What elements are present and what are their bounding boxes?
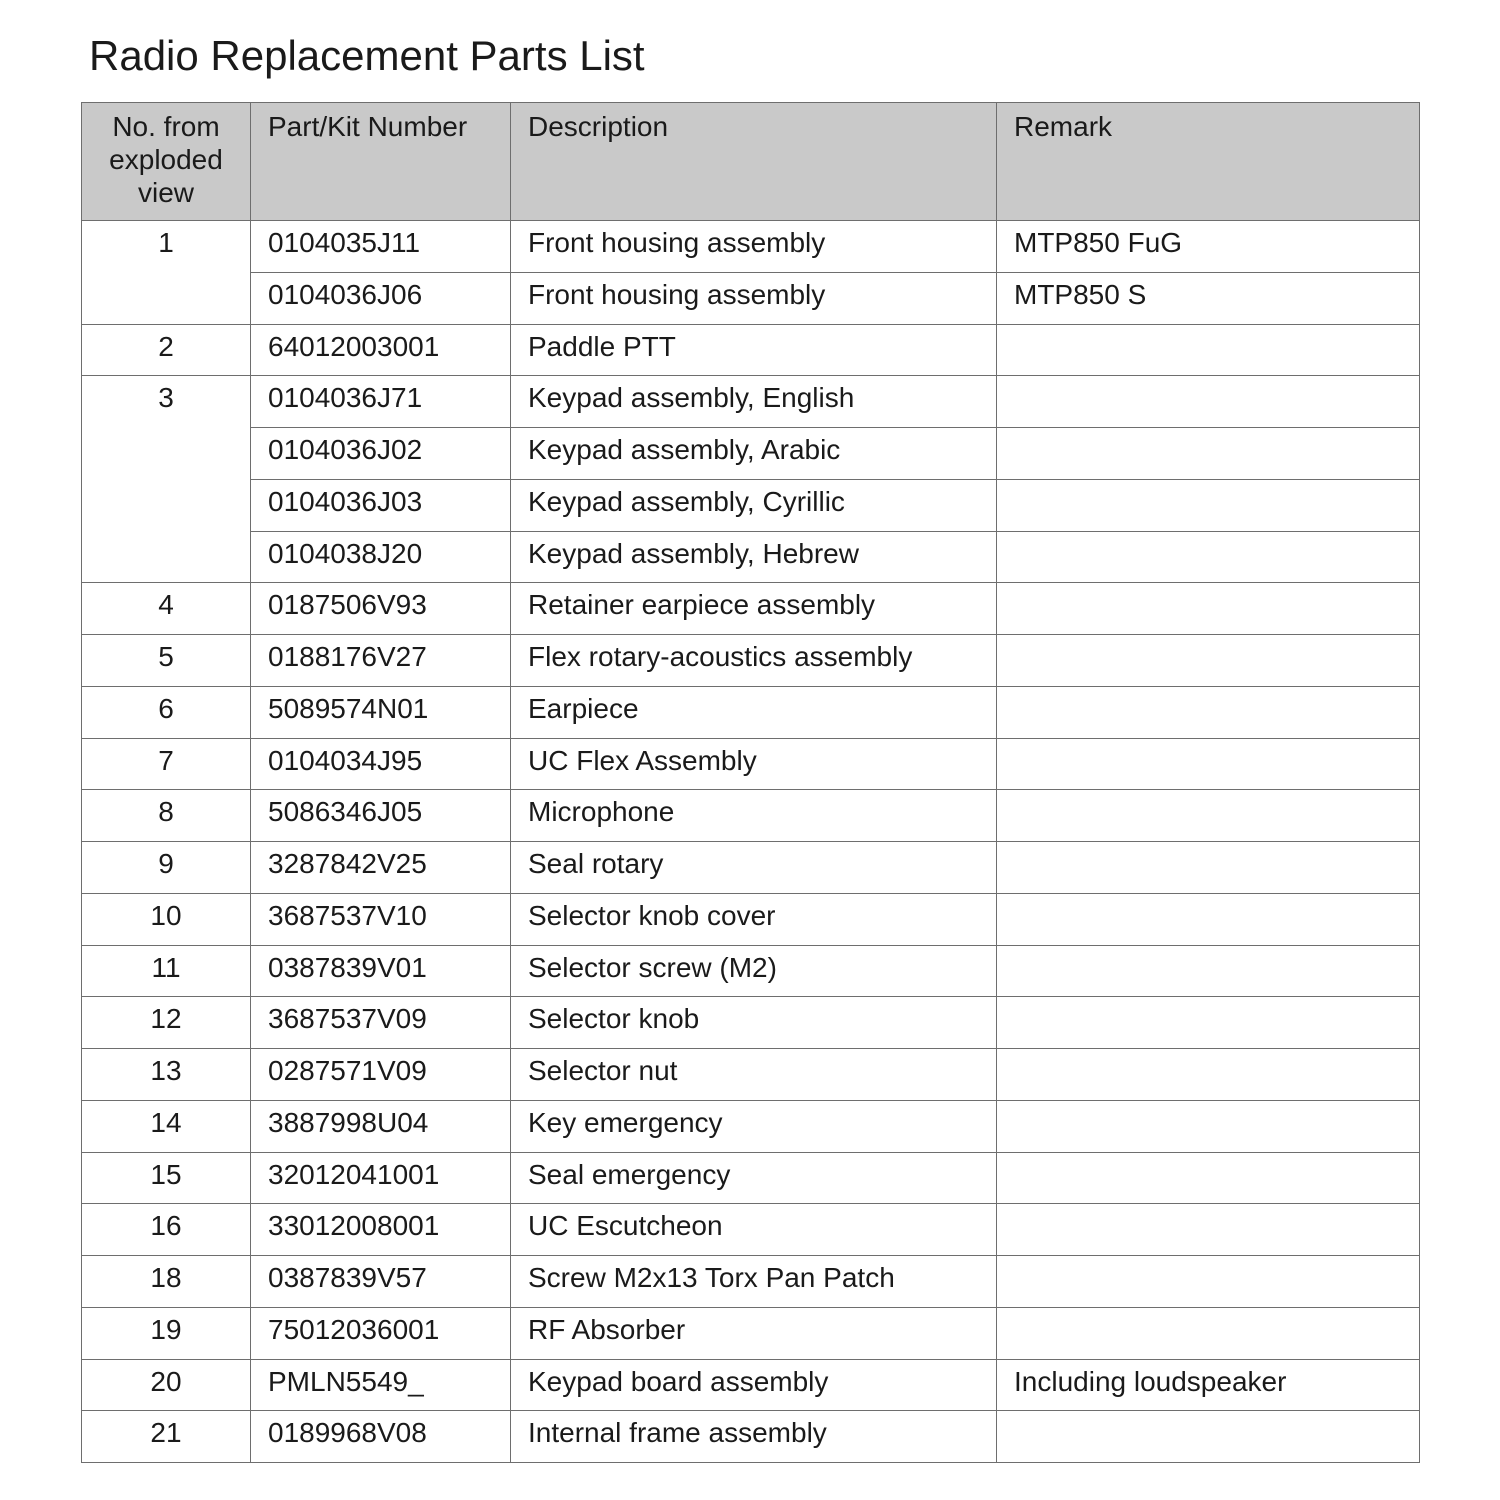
cell-description: Retainer earpiece assembly <box>511 583 997 635</box>
table-row <box>82 738 1420 790</box>
cell-remark <box>997 1049 1420 1101</box>
cell-remark <box>997 738 1420 790</box>
table-row <box>82 1152 1420 1204</box>
cell-part-number: PMLN5549_ <box>251 1359 511 1411</box>
table-row <box>82 272 1420 324</box>
table-row <box>82 945 1420 997</box>
cell-description: Keypad assembly, English <box>511 376 997 428</box>
table-row <box>82 997 1420 1049</box>
cell-description: Selector knob <box>511 997 997 1049</box>
cell-description: Flex rotary-acoustics assembly <box>511 635 997 687</box>
cell-description: Seal rotary <box>511 842 997 894</box>
cell-description: Selector knob cover <box>511 893 997 945</box>
cell-part-number: 0189968V08 <box>251 1411 511 1463</box>
column-header-part-number: Part/Kit Number <box>251 103 511 221</box>
cell-remark <box>997 1256 1420 1308</box>
cell-item-number: 4 <box>82 583 251 635</box>
cell-part-number: 64012003001 <box>251 324 511 376</box>
column-header-description: Description <box>511 103 997 221</box>
cell-item-number: 21 <box>82 1411 251 1463</box>
table-body <box>82 221 1420 1463</box>
cell-remark <box>997 1100 1420 1152</box>
cell-part-number: 3887998U04 <box>251 1100 511 1152</box>
page-title: Radio Replacement Parts List <box>89 32 645 79</box>
cell-item-number: 1 <box>82 221 251 325</box>
cell-item-number: 8 <box>82 790 251 842</box>
cell-remark <box>997 997 1420 1049</box>
cell-part-number: 3687537V10 <box>251 893 511 945</box>
cell-part-number: 0104038J20 <box>251 531 511 583</box>
cell-description: UC Flex Assembly <box>511 738 997 790</box>
cell-remark <box>997 479 1420 531</box>
cell-remark <box>997 893 1420 945</box>
cell-remark <box>997 842 1420 894</box>
cell-part-number: 0104034J95 <box>251 738 511 790</box>
cell-remark: MTP850 FuG <box>997 221 1420 273</box>
cell-item-number: 18 <box>82 1256 251 1308</box>
cell-part-number: 0287571V09 <box>251 1049 511 1101</box>
table-row <box>82 376 1420 428</box>
cell-description: Keypad board assembly <box>511 1359 997 1411</box>
table-row <box>82 324 1420 376</box>
table-header <box>82 103 1420 221</box>
table-row <box>82 1256 1420 1308</box>
cell-item-number: 13 <box>82 1049 251 1101</box>
cell-part-number: 0104036J71 <box>251 376 511 428</box>
cell-description: Front housing assembly <box>511 272 997 324</box>
cell-part-number: 0387839V01 <box>251 945 511 997</box>
cell-part-number: 33012008001 <box>251 1204 511 1256</box>
header-row <box>82 103 1420 221</box>
cell-part-number: 0387839V57 <box>251 1256 511 1308</box>
cell-part-number: 5089574N01 <box>251 686 511 738</box>
table-row <box>82 479 1420 531</box>
cell-description: Microphone <box>511 790 997 842</box>
table-row <box>82 1100 1420 1152</box>
cell-description: Selector screw (M2) <box>511 945 997 997</box>
cell-part-number: 0188176V27 <box>251 635 511 687</box>
table-row <box>82 583 1420 635</box>
cell-description: Front housing assembly <box>511 221 997 273</box>
cell-part-number: 5086346J05 <box>251 790 511 842</box>
cell-remark <box>997 686 1420 738</box>
cell-description: Keypad assembly, Arabic <box>511 428 997 480</box>
cell-remark <box>997 376 1420 428</box>
cell-part-number: 3287842V25 <box>251 842 511 894</box>
cell-description: Screw M2x13 Torx Pan Patch <box>511 1256 997 1308</box>
cell-remark <box>997 635 1420 687</box>
cell-part-number: 0104036J06 <box>251 272 511 324</box>
cell-item-number: 10 <box>82 893 251 945</box>
cell-remark <box>997 428 1420 480</box>
cell-part-number: 3687537V09 <box>251 997 511 1049</box>
cell-description: Keypad assembly, Hebrew <box>511 531 997 583</box>
cell-remark <box>997 1411 1420 1463</box>
cell-item-number: 16 <box>82 1204 251 1256</box>
cell-item-number: 6 <box>82 686 251 738</box>
cell-remark <box>997 790 1420 842</box>
cell-remark: MTP850 S <box>997 272 1420 324</box>
cell-item-number: 11 <box>82 945 251 997</box>
cell-description: Paddle PTT <box>511 324 997 376</box>
cell-item-number: 14 <box>82 1100 251 1152</box>
cell-description: Internal frame assembly <box>511 1411 997 1463</box>
cell-part-number: 75012036001 <box>251 1307 511 1359</box>
cell-part-number: 0104036J03 <box>251 479 511 531</box>
table-row <box>82 428 1420 480</box>
cell-remark <box>997 945 1420 997</box>
table-row <box>82 1411 1420 1463</box>
cell-description: Earpiece <box>511 686 997 738</box>
cell-item-number: 7 <box>82 738 251 790</box>
cell-item-number: 20 <box>82 1359 251 1411</box>
cell-description: RF Absorber <box>511 1307 997 1359</box>
cell-remark <box>997 583 1420 635</box>
table-row <box>82 1204 1420 1256</box>
cell-part-number: 0104035J11 <box>251 221 511 273</box>
cell-description: Key emergency <box>511 1100 997 1152</box>
cell-part-number: 32012041001 <box>251 1152 511 1204</box>
cell-item-number: 12 <box>82 997 251 1049</box>
column-header-number: No. from exploded view <box>82 103 251 221</box>
cell-description: UC Escutcheon <box>511 1204 997 1256</box>
column-header-remark: Remark <box>997 103 1420 221</box>
cell-part-number: 0187506V93 <box>251 583 511 635</box>
cell-description: Seal emergency <box>511 1152 997 1204</box>
cell-item-number: 5 <box>82 635 251 687</box>
cell-remark <box>997 324 1420 376</box>
cell-item-number: 19 <box>82 1307 251 1359</box>
parts-table <box>81 102 1420 1463</box>
table-row <box>82 635 1420 687</box>
table-row <box>82 221 1420 273</box>
cell-item-number: 9 <box>82 842 251 894</box>
cell-item-number: 3 <box>82 376 251 583</box>
table-row <box>82 893 1420 945</box>
table-row <box>82 1049 1420 1101</box>
cell-remark <box>997 1307 1420 1359</box>
cell-item-number: 15 <box>82 1152 251 1204</box>
table-row <box>82 1359 1420 1411</box>
cell-remark <box>997 1204 1420 1256</box>
cell-item-number: 2 <box>82 324 251 376</box>
table-row <box>82 842 1420 894</box>
table-row <box>82 790 1420 842</box>
cell-description: Selector nut <box>511 1049 997 1101</box>
table-row <box>82 1307 1420 1359</box>
cell-remark: Including loudspeaker <box>997 1359 1420 1411</box>
table-row <box>82 531 1420 583</box>
cell-remark <box>997 1152 1420 1204</box>
cell-description: Keypad assembly, Cyrillic <box>511 479 997 531</box>
cell-remark <box>997 531 1420 583</box>
cell-part-number: 0104036J02 <box>251 428 511 480</box>
table-row <box>82 686 1420 738</box>
